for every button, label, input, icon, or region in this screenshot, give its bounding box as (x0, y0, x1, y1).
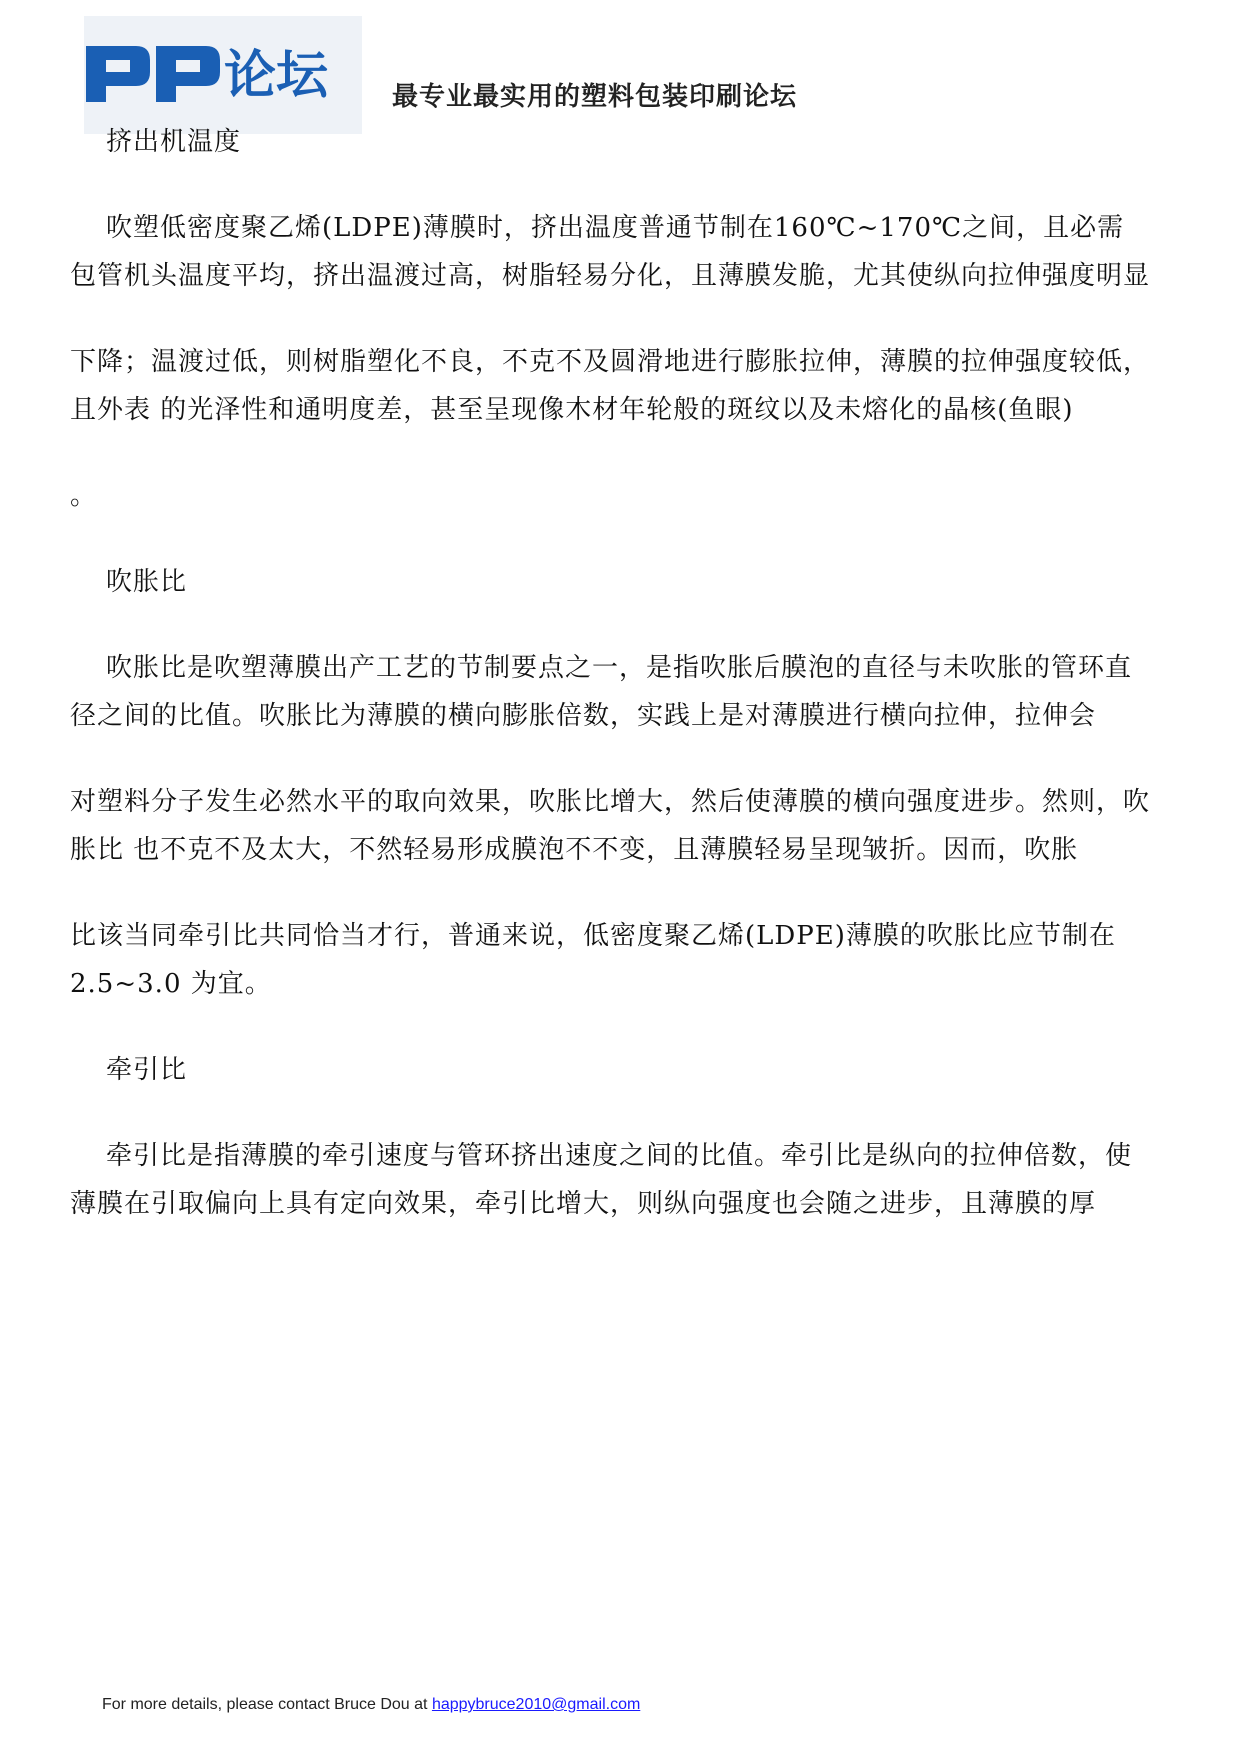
paragraph: 比该当同牵引比共同恰当才行，普通来说，低密度聚乙烯(LDPE)薄膜的吹胀比应节制在 2.5~3.0 为宜。 (70, 921, 1116, 999)
paragraph: 牵引比是指薄膜的牵引速度与管环挤出速度之间的比值。牵引比是纵向的拉伸倍数，使薄膜在引取偏向上具有定向效果，牵引比增大，则纵向强度也会随之进步，且薄膜的厚 (70, 1141, 1133, 1219)
paragraph: 下降；温渡过低，则树脂塑化不良，不克不及圆滑地进行膨胀拉伸，薄膜的拉伸强度较低，且外表 的光泽性和通明度差，甚至呈现像木材年轮般的斑纹以及未熔化的晶核(鱼眼) (70, 347, 1151, 425)
forum-slogan: 最专业最实用的塑料包装印刷论坛 (392, 82, 798, 112)
article-body (70, 120, 1150, 1228)
contact-email-link[interactable]: happybruce2010@gmail.com (431, 1696, 641, 1713)
paragraph: 对塑料分子发生必然水平的取向效果，吹胀比增大，然后使薄膜的横向强度进步。然则，吹胀比 也不克不及太大，不然轻易形成膜泡不不变，且薄膜轻易呈现皱折。因而，吹胀 (70, 787, 1151, 865)
logo-chinese-text: 论坛 (224, 46, 329, 106)
pp-forum-logo (84, 16, 362, 134)
section-heading-extruder-temperature: 挤出机温度 (106, 127, 242, 157)
section-heading-draw-ratio: 牵引比 (106, 1055, 188, 1085)
contact-footer (102, 1696, 640, 1714)
paragraph: 吹塑低密度聚乙烯(LDPE)薄膜时，挤出温度普通节制在160℃~170℃之间，且必需包管机头温度平均，挤出温渡过高，树脂轻易分化，且薄膜发脆，尤其使纵向拉伸强度明显 (70, 213, 1151, 291)
page-header (84, 16, 884, 134)
footer-text: For more details, please contact Bruce Dou at (102, 1696, 432, 1713)
paragraph: 。 (70, 481, 98, 511)
section-heading-blow-up-ratio: 吹胀比 (106, 567, 188, 597)
paragraph: 吹胀比是吹塑薄膜出产工艺的节制要点之一，是指吹胀后膜泡的直径与未吹胀的管环直径之间的比值。吹胀比为薄膜的横向膨胀倍数，实践上是对薄膜进行横向拉伸，拉伸会 (70, 653, 1133, 731)
